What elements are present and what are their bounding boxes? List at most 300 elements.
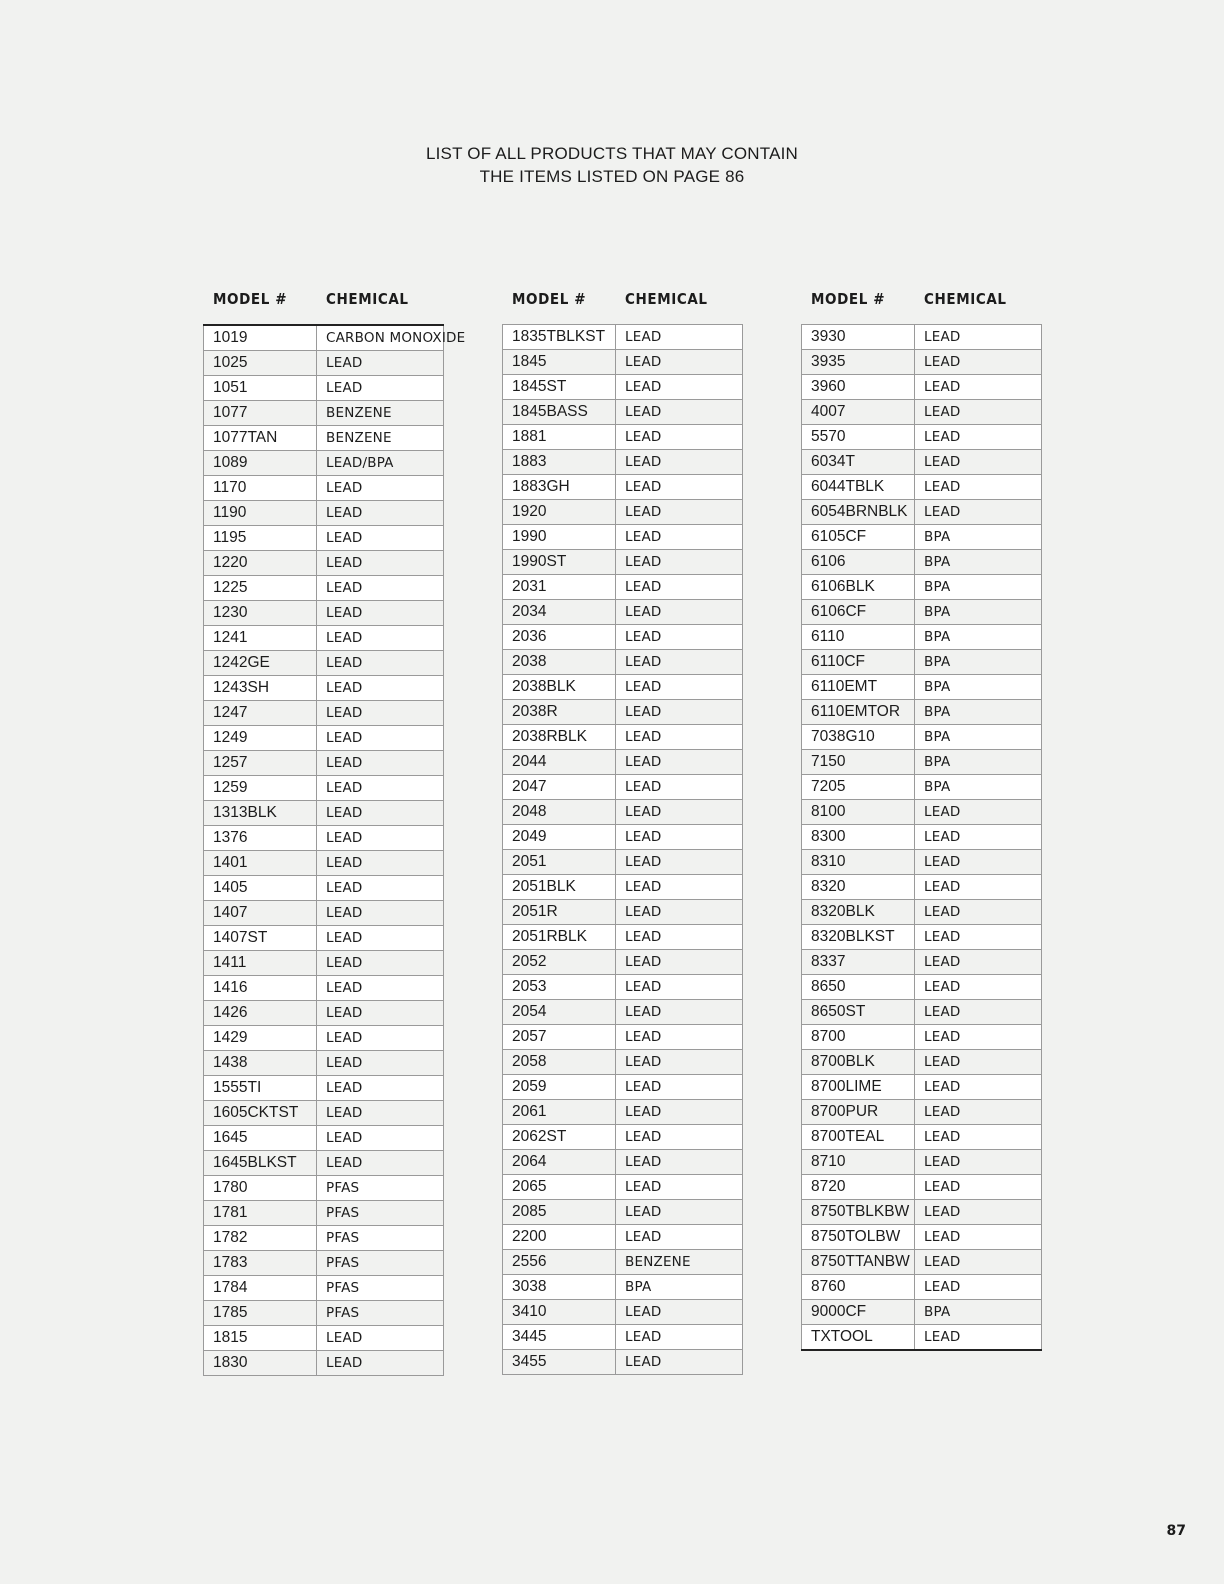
- table-row: [204, 1201, 444, 1226]
- chemical-name: BPA: [915, 550, 1042, 575]
- model-number: 2065: [503, 1175, 616, 1200]
- table-row: [802, 800, 1042, 825]
- table-row: [204, 801, 444, 826]
- model-number: 3930: [802, 325, 915, 350]
- chemical-header: CHEMICAL: [924, 290, 1007, 308]
- table-row: [802, 1200, 1042, 1225]
- chemical-name: LEAD: [317, 851, 444, 876]
- model-number: 1195: [204, 526, 317, 551]
- chemical-name: LEAD: [616, 525, 743, 550]
- table-row: [802, 600, 1042, 625]
- chemical-name: BPA: [915, 650, 1042, 675]
- chemical-name: LEAD: [317, 526, 444, 551]
- model-number: 8700: [802, 1025, 915, 1050]
- table-row: [204, 351, 444, 376]
- model-number: 2054: [503, 1000, 616, 1025]
- model-number: 2061: [503, 1100, 616, 1125]
- table-row: [503, 325, 743, 350]
- table-row: [204, 626, 444, 651]
- chemical-name: LEAD: [317, 701, 444, 726]
- chemical-name: LEAD: [915, 400, 1042, 425]
- chemical-name: LEAD: [915, 1200, 1042, 1225]
- table-row: [802, 1050, 1042, 1075]
- table-row: [204, 451, 444, 476]
- model-number: 7205: [802, 775, 915, 800]
- model-number: TXTOOL: [802, 1325, 915, 1351]
- model-number: 2034: [503, 600, 616, 625]
- chemical-name: LEAD: [915, 1000, 1042, 1025]
- chemical-name: LEAD: [317, 1326, 444, 1351]
- model-number: 1089: [204, 451, 317, 476]
- table-row: [802, 1125, 1042, 1150]
- table-row: [802, 1325, 1042, 1351]
- table-row: [802, 450, 1042, 475]
- chemical-name: LEAD: [915, 875, 1042, 900]
- model-number: 1407: [204, 901, 317, 926]
- chemical-name: LEAD: [616, 1050, 743, 1075]
- chemical-name: BPA: [915, 700, 1042, 725]
- model-number: 1785: [204, 1301, 317, 1326]
- model-number: 1783: [204, 1251, 317, 1276]
- chemical-name: LEAD: [616, 425, 743, 450]
- chemical-name: LEAD: [317, 351, 444, 376]
- model-number: 9000CF: [802, 1300, 915, 1325]
- chemical-name: LEAD: [317, 1351, 444, 1376]
- model-number: 2062ST: [503, 1125, 616, 1150]
- chemical-name: LEAD: [317, 726, 444, 751]
- model-number: 2053: [503, 975, 616, 1000]
- table-row: [503, 1175, 743, 1200]
- table-row: [802, 725, 1042, 750]
- chemical-name: LEAD: [317, 801, 444, 826]
- model-number: 1555TI: [204, 1076, 317, 1101]
- table-row: [503, 550, 743, 575]
- model-number: 6054BRNBLK: [802, 500, 915, 525]
- chemical-name: LEAD: [616, 500, 743, 525]
- table-row: [802, 775, 1042, 800]
- table-row: [204, 601, 444, 626]
- model-number: 1225: [204, 576, 317, 601]
- model-number: 6110EMTOR: [802, 700, 915, 725]
- chemical-name: BPA: [616, 1275, 743, 1300]
- model-number: 2047: [503, 775, 616, 800]
- table-row: [204, 1176, 444, 1201]
- table-row: [802, 1150, 1042, 1175]
- chemical-name: LEAD: [317, 1051, 444, 1076]
- chemical-name: LEAD: [317, 976, 444, 1001]
- model-number: 1170: [204, 476, 317, 501]
- chemical-name: LEAD: [616, 750, 743, 775]
- model-number: 8700TEAL: [802, 1125, 915, 1150]
- chemical-name: LEAD: [915, 500, 1042, 525]
- table-row: [802, 1000, 1042, 1025]
- table-row: [503, 575, 743, 600]
- table-row: [503, 825, 743, 850]
- table-row: [802, 675, 1042, 700]
- model-number: 1990ST: [503, 550, 616, 575]
- model-number: 1920: [503, 500, 616, 525]
- chemical-name: PFAS: [317, 1176, 444, 1201]
- model-number: 2051R: [503, 900, 616, 925]
- table-row: [204, 751, 444, 776]
- chemical-name: LEAD: [915, 1100, 1042, 1125]
- model-number: 1605CKTST: [204, 1101, 317, 1126]
- chemical-name: LEAD: [616, 575, 743, 600]
- model-number: 2058: [503, 1050, 616, 1075]
- product-column-2: [502, 288, 742, 1375]
- chemical-header: CHEMICAL: [326, 290, 409, 308]
- table-row: [802, 975, 1042, 1000]
- chemical-name: LEAD: [915, 1325, 1042, 1351]
- model-number: 2038R: [503, 700, 616, 725]
- chemical-name: LEAD: [616, 1325, 743, 1350]
- table-row: [204, 826, 444, 851]
- chemical-name: LEAD: [317, 651, 444, 676]
- chemical-name: LEAD: [616, 550, 743, 575]
- model-number: 2049: [503, 825, 616, 850]
- model-number: 1845BASS: [503, 400, 616, 425]
- model-number: 1019: [204, 325, 317, 351]
- model-header: MODEL #: [811, 290, 886, 308]
- chemical-name: LEAD: [616, 1350, 743, 1375]
- table-row: [802, 1100, 1042, 1125]
- model-number: 3960: [802, 375, 915, 400]
- chemical-name: LEAD: [616, 350, 743, 375]
- column-header: [203, 288, 443, 324]
- table-row: [802, 475, 1042, 500]
- chemical-name: LEAD: [616, 775, 743, 800]
- table-row: [802, 1300, 1042, 1325]
- table-row: [503, 425, 743, 450]
- model-number: 1025: [204, 351, 317, 376]
- table-row: [503, 1150, 743, 1175]
- chemical-name: LEAD: [915, 975, 1042, 1000]
- chemical-name: LEAD: [616, 725, 743, 750]
- model-number: 1051: [204, 376, 317, 401]
- model-number: 2038: [503, 650, 616, 675]
- table-row: [204, 1226, 444, 1251]
- chemical-name: LEAD: [616, 900, 743, 925]
- model-number: 2051BLK: [503, 875, 616, 900]
- chemical-name: LEAD: [915, 850, 1042, 875]
- chemical-name: LEAD: [317, 1151, 444, 1176]
- product-table-1: [203, 324, 466, 1376]
- chemical-name: LEAD: [616, 1175, 743, 1200]
- chemical-name: LEAD: [317, 626, 444, 651]
- model-number: 2036: [503, 625, 616, 650]
- model-number: 2038RBLK: [503, 725, 616, 750]
- model-number: 2057: [503, 1025, 616, 1050]
- chemical-name: BPA: [915, 575, 1042, 600]
- table-row: [204, 851, 444, 876]
- table-row: [802, 650, 1042, 675]
- model-number: 1883: [503, 450, 616, 475]
- chemical-name: LEAD: [317, 676, 444, 701]
- table-row: [503, 625, 743, 650]
- table-row: [204, 1151, 444, 1176]
- table-row: [503, 875, 743, 900]
- chemical-name: PFAS: [317, 1301, 444, 1326]
- page-title: [0, 142, 1224, 188]
- model-number: 1845ST: [503, 375, 616, 400]
- chemical-name: LEAD: [616, 700, 743, 725]
- table-row: [204, 476, 444, 501]
- chemical-name: LEAD: [915, 450, 1042, 475]
- table-row: [204, 1076, 444, 1101]
- model-number: 1781: [204, 1201, 317, 1226]
- model-number: 1243SH: [204, 676, 317, 701]
- model-number: 3445: [503, 1325, 616, 1350]
- table-row: [503, 700, 743, 725]
- table-row: [802, 325, 1042, 350]
- model-number: 8700BLK: [802, 1050, 915, 1075]
- chemical-name: LEAD: [317, 501, 444, 526]
- chemical-name: LEAD: [616, 825, 743, 850]
- chemical-name: LEAD: [616, 850, 743, 875]
- model-number: 6110EMT: [802, 675, 915, 700]
- model-number: 3935: [802, 350, 915, 375]
- chemical-name: BPA: [915, 675, 1042, 700]
- table-row: [802, 750, 1042, 775]
- model-number: 8760: [802, 1275, 915, 1300]
- table-row: [503, 1200, 743, 1225]
- model-number: 2064: [503, 1150, 616, 1175]
- chemical-name: LEAD: [616, 1225, 743, 1250]
- model-number: 1230: [204, 601, 317, 626]
- model-number: 1830: [204, 1351, 317, 1376]
- chemical-name: LEAD: [616, 1000, 743, 1025]
- table-row: [204, 325, 444, 351]
- table-row: [503, 675, 743, 700]
- table-row: [204, 1126, 444, 1151]
- model-number: 8320: [802, 875, 915, 900]
- table-row: [802, 350, 1042, 375]
- chemical-name: LEAD: [317, 1026, 444, 1051]
- table-row: [503, 1050, 743, 1075]
- table-row: [204, 976, 444, 1001]
- model-header: MODEL #: [512, 290, 587, 308]
- model-number: 1883GH: [503, 475, 616, 500]
- model-number: 2556: [503, 1250, 616, 1275]
- table-row: [503, 1325, 743, 1350]
- table-row: [204, 1026, 444, 1051]
- table-row: [802, 875, 1042, 900]
- model-number: 1881: [503, 425, 616, 450]
- chemical-name: LEAD: [317, 951, 444, 976]
- model-number: 5570: [802, 425, 915, 450]
- table-row: [503, 1350, 743, 1375]
- chemical-name: LEAD: [915, 800, 1042, 825]
- chemical-name: LEAD: [616, 1100, 743, 1125]
- chemical-name: LEAD: [915, 475, 1042, 500]
- table-row: [802, 500, 1042, 525]
- chemical-name: LEAD: [317, 1126, 444, 1151]
- model-number: 6105CF: [802, 525, 915, 550]
- chemical-name: BPA: [915, 600, 1042, 625]
- table-row: [503, 600, 743, 625]
- model-number: 8750TTANBW: [802, 1250, 915, 1275]
- title-line-1: LIST OF ALL PRODUCTS THAT MAY CONTAIN: [425, 144, 799, 163]
- model-number: 1411: [204, 951, 317, 976]
- model-number: 1645BLKST: [204, 1151, 317, 1176]
- chemical-name: LEAD: [616, 1150, 743, 1175]
- model-number: 6106: [802, 550, 915, 575]
- chemical-name: LEAD: [616, 1075, 743, 1100]
- chemical-name: LEAD: [616, 950, 743, 975]
- table-row: [802, 925, 1042, 950]
- table-row: [204, 951, 444, 976]
- table-row: [503, 925, 743, 950]
- table-row: [802, 575, 1042, 600]
- chemical-name: LEAD: [616, 400, 743, 425]
- chemical-name: LEAD: [616, 1125, 743, 1150]
- model-number: 1313BLK: [204, 801, 317, 826]
- model-number: 1782: [204, 1226, 317, 1251]
- table-row: [503, 650, 743, 675]
- model-number: 1815: [204, 1326, 317, 1351]
- model-number: 8650: [802, 975, 915, 1000]
- table-row: [503, 850, 743, 875]
- table-row: [204, 776, 444, 801]
- chemical-name: BENZENE: [317, 426, 444, 451]
- model-number: 2051RBLK: [503, 925, 616, 950]
- table-row: [802, 1075, 1042, 1100]
- model-number: 1645: [204, 1126, 317, 1151]
- chemical-name: LEAD: [616, 475, 743, 500]
- table-row: [503, 750, 743, 775]
- chemical-name: LEAD: [915, 950, 1042, 975]
- table-row: [503, 1000, 743, 1025]
- table-row: [802, 825, 1042, 850]
- model-number: 2038BLK: [503, 675, 616, 700]
- table-row: [802, 700, 1042, 725]
- model-number: 7150: [802, 750, 915, 775]
- chemical-name: LEAD: [915, 1125, 1042, 1150]
- model-number: 8750TOLBW: [802, 1225, 915, 1250]
- chemical-name: LEAD: [616, 625, 743, 650]
- product-table-2: [502, 324, 743, 1375]
- table-row: [204, 501, 444, 526]
- model-number: 1376: [204, 826, 317, 851]
- chemical-name: PFAS: [317, 1201, 444, 1226]
- table-row: [204, 876, 444, 901]
- chemical-name: CARBON MONOXIDE: [317, 325, 444, 351]
- model-number: 1429: [204, 1026, 317, 1051]
- chemical-name: LEAD: [616, 325, 743, 350]
- model-number: 1242GE: [204, 651, 317, 676]
- table-row: [503, 950, 743, 975]
- chemical-name: BPA: [915, 1300, 1042, 1325]
- table-row: [802, 1275, 1042, 1300]
- chemical-name: LEAD: [915, 425, 1042, 450]
- model-number: 1780: [204, 1176, 317, 1201]
- table-row: [503, 900, 743, 925]
- model-number: 1438: [204, 1051, 317, 1076]
- model-number: 1407ST: [204, 926, 317, 951]
- table-row: [503, 1100, 743, 1125]
- chemical-name: LEAD: [915, 900, 1042, 925]
- chemical-name: LEAD: [915, 325, 1042, 350]
- column-header: [502, 288, 742, 324]
- chemical-name: LEAD: [915, 1075, 1042, 1100]
- chemical-name: LEAD: [317, 376, 444, 401]
- model-number: 6034T: [802, 450, 915, 475]
- chemical-name: LEAD: [915, 1050, 1042, 1075]
- model-number: 1257: [204, 751, 317, 776]
- model-number: 6110CF: [802, 650, 915, 675]
- chemical-name: PFAS: [317, 1276, 444, 1301]
- chemical-name: LEAD: [915, 1250, 1042, 1275]
- model-number: 1416: [204, 976, 317, 1001]
- chemical-name: LEAD: [616, 450, 743, 475]
- table-row: [802, 1225, 1042, 1250]
- chemical-name: LEAD: [915, 1025, 1042, 1050]
- model-number: 7038G10: [802, 725, 915, 750]
- chemical-name: LEAD: [915, 1175, 1042, 1200]
- chemical-name: BPA: [915, 775, 1042, 800]
- chemical-name: LEAD: [915, 375, 1042, 400]
- table-row: [204, 401, 444, 426]
- table-row: [802, 850, 1042, 875]
- table-row: [503, 1300, 743, 1325]
- chemical-name: LEAD: [915, 1275, 1042, 1300]
- chemical-name: LEAD: [317, 551, 444, 576]
- chemical-name: LEAD: [915, 350, 1042, 375]
- table-row: [503, 1275, 743, 1300]
- model-number: 1426: [204, 1001, 317, 1026]
- model-number: 8700PUR: [802, 1100, 915, 1125]
- chemical-name: BENZENE: [616, 1250, 743, 1275]
- product-column-1: [203, 288, 466, 1376]
- table-row: [204, 701, 444, 726]
- model-number: 8700LIME: [802, 1075, 915, 1100]
- chemical-name: LEAD: [317, 751, 444, 776]
- table-row: [204, 1051, 444, 1076]
- column-header: [801, 288, 1041, 324]
- table-row: [204, 1251, 444, 1276]
- table-row: [802, 900, 1042, 925]
- model-number: 2044: [503, 750, 616, 775]
- model-number: 6106CF: [802, 600, 915, 625]
- model-number: 1784: [204, 1276, 317, 1301]
- table-row: [204, 1351, 444, 1376]
- table-row: [204, 1101, 444, 1126]
- chemical-name: BPA: [915, 750, 1042, 775]
- table-row: [503, 525, 743, 550]
- chemical-name: LEAD: [317, 1101, 444, 1126]
- table-row: [204, 376, 444, 401]
- table-row: [204, 526, 444, 551]
- chemical-name: LEAD: [317, 1076, 444, 1101]
- chemical-name: LEAD: [616, 1200, 743, 1225]
- model-number: 8650ST: [802, 1000, 915, 1025]
- model-number: 8710: [802, 1150, 915, 1175]
- model-number: 1990: [503, 525, 616, 550]
- model-number: 1835TBLKST: [503, 325, 616, 350]
- table-row: [802, 550, 1042, 575]
- model-number: 3410: [503, 1300, 616, 1325]
- chemical-name: LEAD: [915, 925, 1042, 950]
- model-number: 1247: [204, 701, 317, 726]
- chemical-name: LEAD: [915, 1225, 1042, 1250]
- chemical-name: LEAD: [317, 826, 444, 851]
- model-number: 6106BLK: [802, 575, 915, 600]
- chemical-name: PFAS: [317, 1251, 444, 1276]
- table-row: [204, 1326, 444, 1351]
- chemical-name: LEAD: [616, 925, 743, 950]
- model-number: 2052: [503, 950, 616, 975]
- table-row: [503, 375, 743, 400]
